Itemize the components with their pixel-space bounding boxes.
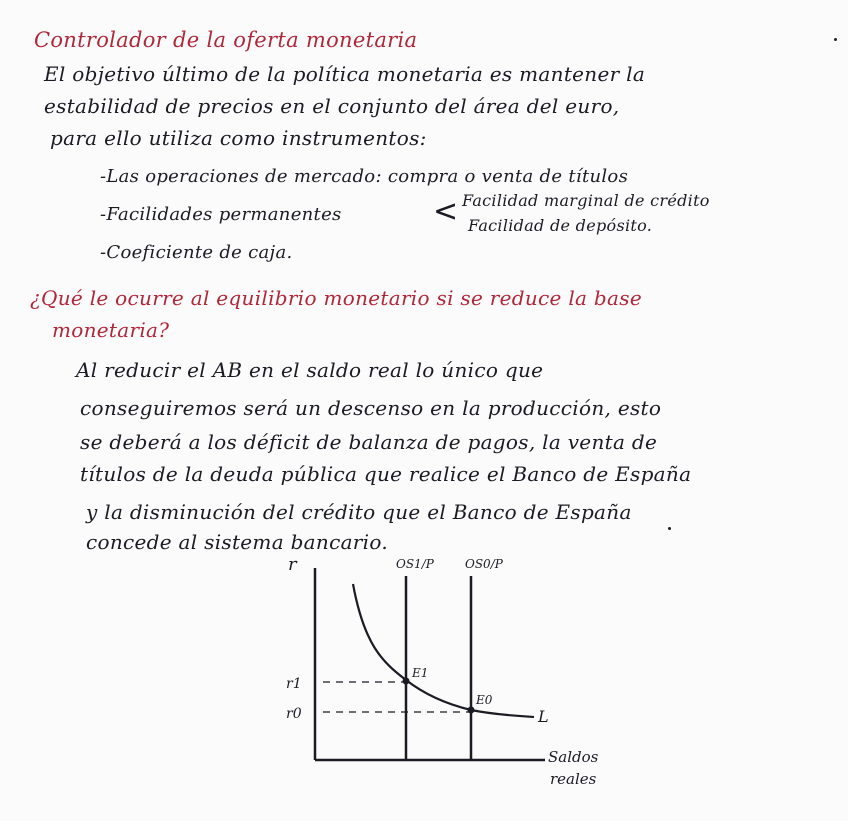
x-axis-label-line-2: reales <box>550 770 597 788</box>
paragraph-line: para ello utiliza como instrumentos: <box>50 126 427 150</box>
y-axis-label: r <box>288 554 297 575</box>
e0-label: E0 <box>476 693 493 707</box>
question-line: monetaria? <box>52 318 170 342</box>
answer-line: concede al sistema bancario. <box>86 530 389 554</box>
question-line: ¿Qué le ocurre al equilibrio monetario si se reduce la base <box>30 286 642 310</box>
brace-symbol: < <box>433 194 459 229</box>
instrument-item: -Coeficiente de caja. <box>100 242 293 263</box>
e1-label: E1 <box>412 666 429 680</box>
paragraph-line: El objetivo último de la política monetaria es mantener la <box>44 62 646 86</box>
r1-label: r1 <box>286 676 302 692</box>
ink-speck <box>834 38 837 41</box>
equilibrium-point-e1 <box>403 678 410 685</box>
instrument-subitem: Facilidad marginal de crédito <box>462 191 710 210</box>
demand-curve <box>353 584 534 717</box>
paragraph-line: estabilidad de precios en el conjunto del área del euro, <box>44 94 620 118</box>
instrument-item: -Facilidades permanentes <box>100 204 342 225</box>
answer-line: conseguiremos será un descenso en la producción, esto <box>80 396 662 420</box>
answer-line: Al reducir el AB en el saldo real lo único que <box>76 358 544 382</box>
demand-label: L <box>538 707 549 726</box>
supply-1-label: OS1/P <box>396 557 434 571</box>
money-market-graph <box>260 548 660 798</box>
supply-0-label: OS0/P <box>465 557 503 571</box>
r0-label: r0 <box>286 706 302 722</box>
answer-line: se deberá a los déficit de balanza de pagos, la venta de <box>80 430 658 454</box>
answer-line: títulos de la deuda pública que realice el Banco de España <box>80 462 692 486</box>
instrument-item: -Las operaciones de mercado: compra o venta de títulos <box>100 166 629 187</box>
ink-speck <box>668 527 671 530</box>
heading-oferta-monetaria: Controlador de la oferta monetaria <box>34 28 418 52</box>
answer-line: y la disminución del crédito que el Banco de España <box>86 500 632 524</box>
x-axis-label-line-1: Saldos <box>548 748 599 766</box>
equilibrium-point-e0 <box>468 707 475 714</box>
instrument-subitem: Facilidad de depósito. <box>468 216 653 235</box>
